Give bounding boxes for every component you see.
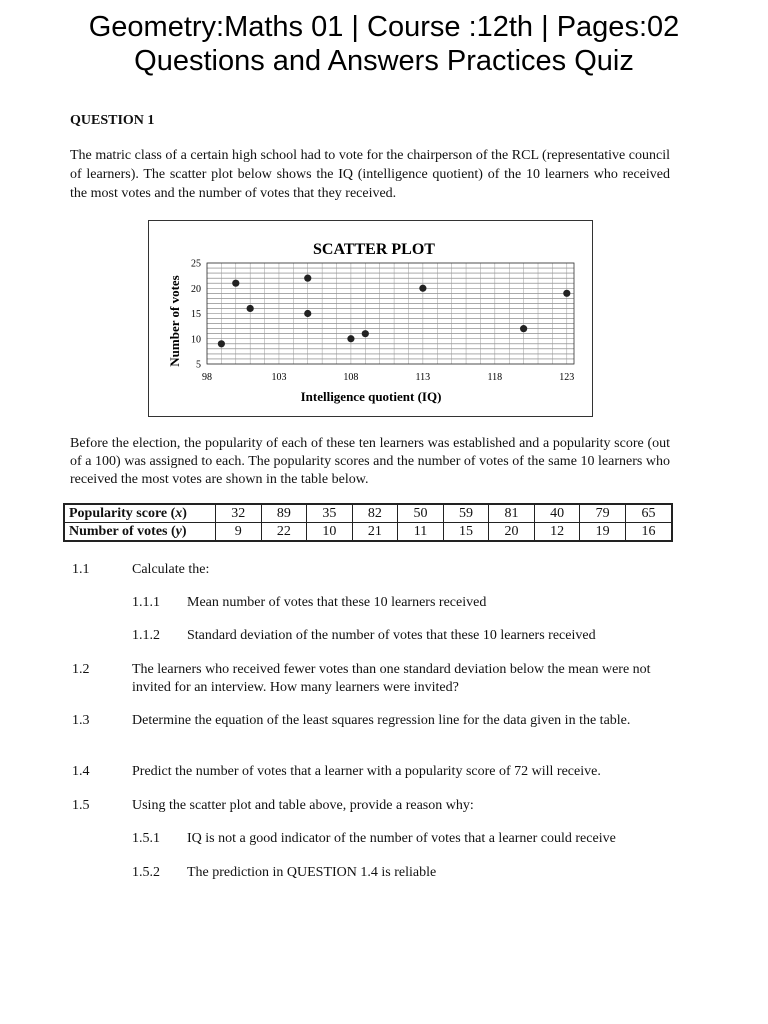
table-cell: 12: [534, 523, 580, 542]
table-cell: 81: [489, 504, 535, 523]
table-row: [64, 504, 672, 523]
x-tick-label: 108: [343, 372, 359, 383]
x-tick-label: 118: [487, 372, 503, 383]
item-text: Calculate the:: [132, 562, 210, 577]
page-banner: [0, 10, 768, 78]
y-tick-label: 5: [196, 359, 201, 371]
chart-y-label: Number of votes: [167, 275, 182, 367]
item-number: 1.4: [72, 764, 90, 779]
scatter-point: [232, 280, 239, 287]
table-cell: 50: [398, 504, 444, 523]
scatter-point: [362, 330, 369, 337]
row-header-popularity: Popularity score (x): [64, 504, 216, 523]
table-cell: 89: [261, 504, 307, 523]
x-tick-label: 113: [415, 372, 431, 383]
item-text: The prediction in QUESTION 1.4 is reliable: [187, 865, 437, 880]
table-cell: 82: [352, 504, 398, 523]
table-cell: 20: [489, 523, 535, 542]
item-text: Standard deviation of the number of votes that these 10 learners received: [187, 628, 596, 643]
item-number: 1.5.2: [132, 865, 160, 880]
question-heading: QUESTION 1: [70, 113, 155, 128]
x-tick-label: 103: [271, 372, 287, 383]
scatter-plot-frame: [148, 220, 593, 417]
item-text: Using the scatter plot and table above, provide a reason why:: [132, 798, 474, 813]
scatter-point: [520, 325, 527, 332]
item-text: The learners who received fewer votes than one standard deviation below the mean were not invited for an interview. How many learners were invited?: [132, 662, 651, 695]
item-text: Determine the equation of the least squares regression line for the data given in the table.: [132, 713, 631, 728]
item-number: 1.3: [72, 713, 90, 728]
y-tick-label: 20: [191, 283, 201, 295]
y-tick-label: 15: [191, 309, 201, 320]
before-election-paragraph: Before the election, the popularity of each of these ten learners was established and a popularity score (out of a 100) was assigned to each. The popularity scores and the number of votes of the same 10 learners who received the most votes are shown in the table below.: [70, 436, 670, 487]
x-tick-label: 98: [202, 372, 212, 383]
item-number: 1.1.1: [132, 595, 160, 610]
scatter-point: [247, 305, 254, 312]
item-text: Predict the number of votes that a learner with a popularity score of 72 will receive.: [132, 764, 601, 779]
table-cell: 22: [261, 523, 307, 542]
table-cell: 40: [534, 504, 580, 523]
row-header-votes: Number of votes (y): [64, 523, 216, 542]
table-row: [64, 523, 672, 542]
item-text: IQ is not a good indicator of the number of votes that a learner could receive: [187, 831, 616, 846]
table-cell: 79: [580, 504, 626, 523]
chart-x-label: Intelligence quotient (IQ): [300, 389, 442, 404]
x-tick-label: 123: [559, 372, 575, 383]
popularity-votes-table: [63, 503, 673, 542]
scatter-plot: [149, 221, 594, 418]
scatter-point: [304, 310, 311, 317]
table-cell: 11: [398, 523, 444, 542]
scatter-point: [304, 275, 311, 282]
table-cell: 35: [307, 504, 353, 523]
banner-title-line2: Questions and Answers Practices Quiz: [134, 45, 634, 77]
item-number: 1.1: [72, 562, 90, 577]
table-cell: 59: [443, 504, 489, 523]
table-cell: 16: [625, 523, 672, 542]
item-number: 1.5.1: [132, 831, 160, 846]
table-cell: 32: [216, 504, 262, 523]
table-cell: 21: [352, 523, 398, 542]
scatter-point: [419, 285, 426, 292]
item-text: Mean number of votes that these 10 learners received: [187, 595, 487, 610]
table-cell: 10: [307, 523, 353, 542]
item-number: 1.5: [72, 798, 90, 813]
table-cell: 19: [580, 523, 626, 542]
chart-title: SCATTER PLOT: [313, 241, 435, 258]
question-intro: The matric class of a certain high school had to vote for the chairperson of the RCL (representative council of learners). The scatter plot below shows the IQ (intelligence quotient) of the 10 learners who received the most votes and the number of votes that they received.: [70, 148, 670, 201]
y-tick-label: 10: [191, 334, 201, 346]
item-number: 1.2: [72, 662, 90, 677]
scatter-point: [218, 340, 225, 347]
scatter-point: [347, 335, 354, 342]
item-number: 1.1.2: [132, 628, 160, 643]
y-tick-label: 25: [191, 258, 201, 270]
table-cell: 65: [625, 504, 672, 523]
table-cell: 15: [443, 523, 489, 542]
scatter-point: [563, 290, 570, 297]
table-cell: 9: [216, 523, 262, 542]
banner-title-line1: Geometry:Maths 01 | Course :12th | Pages:02: [88, 11, 680, 43]
